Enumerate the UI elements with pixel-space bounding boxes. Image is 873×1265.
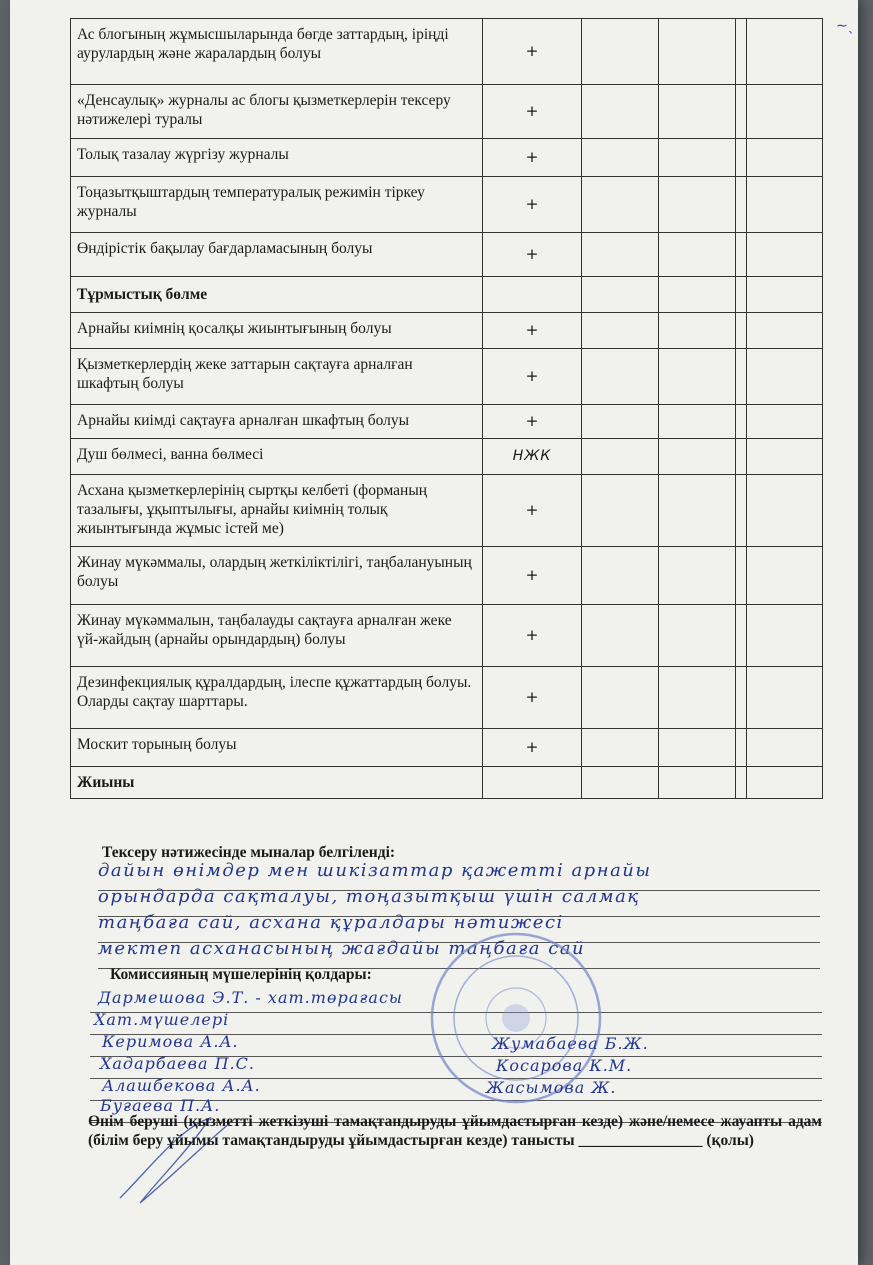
signature-6: Буғаева П.А. <box>100 1096 221 1115</box>
empty-cell <box>659 139 736 177</box>
empty-cell <box>747 349 823 405</box>
empty-cell <box>659 313 736 349</box>
row-mark: + <box>483 729 582 767</box>
document-page <box>10 0 858 1265</box>
table-row <box>71 547 823 605</box>
empty-cell <box>747 313 823 349</box>
section-label: Жиыны <box>71 767 483 799</box>
table-row <box>71 177 823 233</box>
empty-cell <box>582 313 659 349</box>
empty-cell <box>736 349 747 405</box>
footer-text: Өнім беруші (қызметті жеткізуші тамақтандыруды ұйымдастырған кезде) және/немесе жауапты адам (білім беру ұйымы тамақтандыруды ұйымдастырған кезде) танысты <box>88 1113 822 1149</box>
findings-line-3: таңбаға сай, асхана құралдары нәтижесі <box>98 912 820 943</box>
empty-cell <box>747 439 823 475</box>
empty-cell <box>659 349 736 405</box>
findings-line-2: орындарда сақталуы, тоңазытқыш үшін салмақ <box>98 886 820 917</box>
empty-cell <box>659 277 736 313</box>
row-mark <box>483 277 582 313</box>
empty-cell <box>582 85 659 139</box>
section-row <box>71 277 823 313</box>
signature-7: Жумабаева Б.Ж. <box>492 1034 649 1053</box>
checklist-table <box>70 18 823 799</box>
table-row <box>71 475 823 547</box>
table-row <box>71 667 823 729</box>
empty-cell <box>736 313 747 349</box>
footer-signature-blank: ________________ <box>578 1132 703 1149</box>
empty-cell <box>747 405 823 439</box>
row-label: Асхана қызметкерлерінің сыртқы келбеті (форманың тазалығы, ұқыптылығы, арнайы киімнің толық жиынтығында жұмыс істей ме) <box>71 475 483 547</box>
empty-cell <box>736 729 747 767</box>
empty-cell <box>582 439 659 475</box>
row-label: Толық тазалау жүргізу журналы <box>71 139 483 177</box>
row-label: Жинау мүкәммалын, таңбалауды сақтауға арналған жеке үй-жайдың (арнайы орындардың) болуы <box>71 605 483 667</box>
empty-cell <box>747 547 823 605</box>
empty-cell <box>582 19 659 85</box>
table-row <box>71 729 823 767</box>
empty-cell <box>736 85 747 139</box>
findings-line-4: мектеп асханасының жағдайы таңбаға сай <box>98 938 820 969</box>
empty-cell <box>747 85 823 139</box>
table-row <box>71 605 823 667</box>
row-label: Тоңазытқыштардың температуралық режимін тіркеу журналы <box>71 177 483 233</box>
empty-cell <box>582 233 659 277</box>
empty-cell <box>747 667 823 729</box>
signature-2: Хат.мүшелері <box>94 1010 230 1029</box>
table-row <box>71 313 823 349</box>
empty-cell <box>659 19 736 85</box>
row-label: Душ бөлмесі, ванна бөлмесі <box>71 439 483 475</box>
empty-cell <box>582 277 659 313</box>
row-mark: + <box>483 667 582 729</box>
row-mark: + <box>483 177 582 233</box>
footer-acknowledgement <box>88 1112 822 1150</box>
empty-cell <box>747 767 823 799</box>
row-label: Ас блогының жұмысшыларында бөгде заттардың, іріңді аурулардың және жаралардың болуы <box>71 19 483 85</box>
empty-cell <box>582 767 659 799</box>
row-mark <box>483 767 582 799</box>
empty-cell <box>736 177 747 233</box>
empty-cell <box>736 475 747 547</box>
corner-ink-mark: ∼ˎ <box>836 18 855 34</box>
empty-cell <box>747 277 823 313</box>
empty-cell <box>747 139 823 177</box>
section-row <box>71 767 823 799</box>
row-label: Арнайы киімнің қосалқы жиынтығының болуы <box>71 313 483 349</box>
empty-cell <box>582 177 659 233</box>
footer-signature-label: (қолы) <box>706 1132 754 1149</box>
section-label: Тұрмыстық бөлме <box>71 277 483 313</box>
empty-cell <box>736 547 747 605</box>
empty-cell <box>747 233 823 277</box>
empty-cell <box>659 729 736 767</box>
empty-cell <box>659 547 736 605</box>
empty-cell <box>582 475 659 547</box>
empty-cell <box>747 475 823 547</box>
table-row <box>71 139 823 177</box>
row-label: Арнайы киімді сақтауға арналған шкафтың болуы <box>71 405 483 439</box>
empty-cell <box>582 667 659 729</box>
empty-cell <box>736 667 747 729</box>
row-mark: + <box>483 313 582 349</box>
row-label: Жинау мүкәммалы, олардың жеткіліктілігі, таңбалануының болуы <box>71 547 483 605</box>
row-mark: + <box>483 233 582 277</box>
empty-cell <box>659 439 736 475</box>
row-mark: НЖК <box>483 439 582 475</box>
empty-cell <box>736 19 747 85</box>
table-row <box>71 439 823 475</box>
table-row <box>71 349 823 405</box>
signature-5: Алашбекова А.А. <box>102 1076 261 1095</box>
empty-cell <box>659 605 736 667</box>
empty-cell <box>747 605 823 667</box>
empty-cell <box>747 19 823 85</box>
empty-cell <box>659 177 736 233</box>
row-label: Дезинфекциялық құралдардың, ілеспе құжаттардың болуы. Оларды сақтау шарттары. <box>71 667 483 729</box>
findings-title: Тексеру нәтижесінде мыналар белгіленді: <box>102 844 396 861</box>
row-label: «Денсаулық» журналы ас блогы қызметкерлерін тексеру нәтижелері туралы <box>71 85 483 139</box>
table-row <box>71 85 823 139</box>
row-label: Қызметкерлердің жеке заттарын сақтауға арналған шкафтың болуы <box>71 349 483 405</box>
empty-cell <box>582 729 659 767</box>
row-mark: + <box>483 85 582 139</box>
empty-cell <box>659 405 736 439</box>
table-row <box>71 405 823 439</box>
table-row <box>71 233 823 277</box>
empty-cell <box>736 439 747 475</box>
empty-cell <box>582 605 659 667</box>
row-mark: + <box>483 605 582 667</box>
empty-cell <box>582 349 659 405</box>
empty-cell <box>659 233 736 277</box>
signature-3: Керимова А.А. <box>102 1032 239 1051</box>
empty-cell <box>736 139 747 177</box>
row-label: Москит торының болуы <box>71 729 483 767</box>
empty-cell <box>736 405 747 439</box>
empty-cell <box>659 475 736 547</box>
findings-line-1: дайын өнімдер мен шикізаттар қажетті арнайы <box>98 860 820 891</box>
empty-cell <box>582 139 659 177</box>
row-mark: + <box>483 19 582 85</box>
signature-8: Косарова К.М. <box>496 1056 633 1075</box>
row-mark: + <box>483 405 582 439</box>
empty-cell <box>736 767 747 799</box>
row-label: Өндірістік бақылау бағдарламасының болуы <box>71 233 483 277</box>
signature-9: Жасымова Ж. <box>486 1078 617 1097</box>
empty-cell <box>659 667 736 729</box>
row-mark: + <box>483 475 582 547</box>
empty-cell <box>582 547 659 605</box>
row-mark: + <box>483 349 582 405</box>
table-row <box>71 19 823 85</box>
signatures-title: Комиссияның мүшелерінің қолдары: <box>110 966 372 983</box>
row-mark: + <box>483 547 582 605</box>
empty-cell <box>659 85 736 139</box>
row-mark: + <box>483 139 582 177</box>
empty-cell <box>747 177 823 233</box>
empty-cell <box>582 405 659 439</box>
empty-cell <box>747 729 823 767</box>
empty-cell <box>736 605 747 667</box>
empty-cell <box>736 277 747 313</box>
signature-4: Хадарбаева П.С. <box>100 1054 255 1073</box>
empty-cell <box>659 767 736 799</box>
empty-cell <box>736 233 747 277</box>
signature-1: Дармешова Э.Т. - хат.төрағасы <box>98 988 403 1007</box>
